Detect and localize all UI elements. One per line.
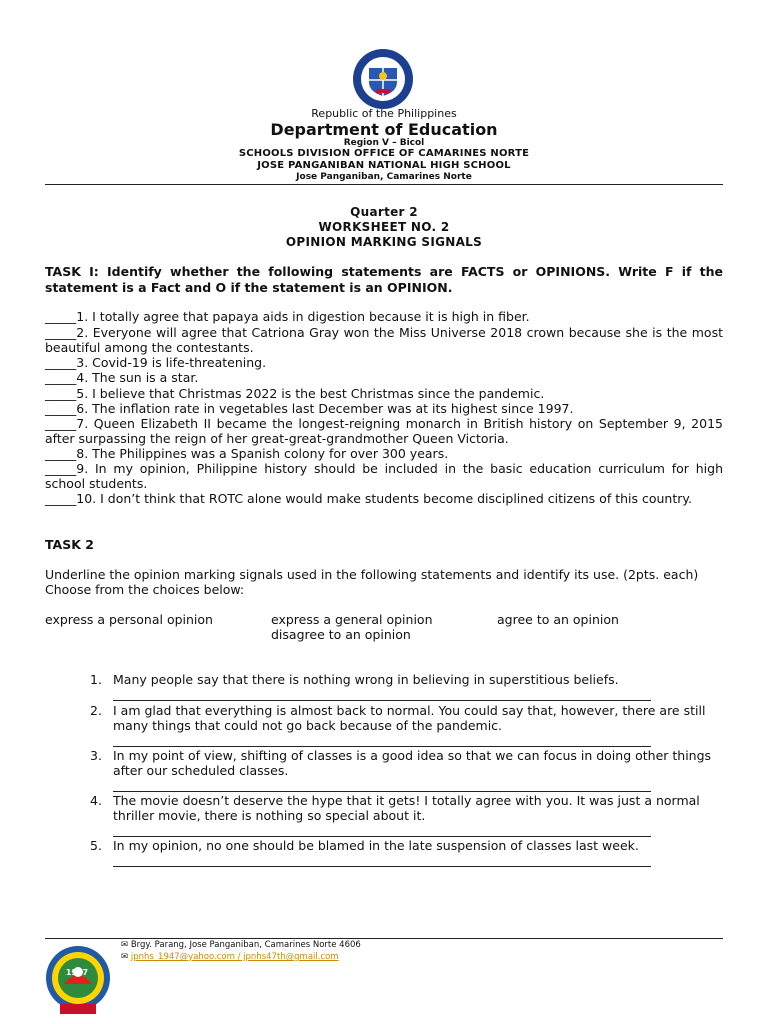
item-number: 3. bbox=[90, 748, 102, 763]
deped-seal-logo bbox=[343, 48, 423, 110]
envelope-icon: ✉ bbox=[121, 940, 129, 950]
header-divider bbox=[45, 184, 723, 185]
mail-icon: ✉ bbox=[121, 952, 129, 962]
answer-line[interactable] bbox=[113, 836, 651, 837]
task1-item-10: _____10. I don’t think that ROTC alone would make students become disciplined citizens of this country. bbox=[45, 491, 692, 506]
task1-item-8: _____8. The Philippines was a Spanish colony for over 300 years. bbox=[45, 446, 449, 461]
item-number: 2. bbox=[90, 703, 102, 718]
task1-item-7: _____7. Queen Elizabeth II became the longest-reigning monarch in British history on September 9, 2015 after surpassing the reign of her great-great-grandmother Queen Victoria. bbox=[45, 416, 723, 447]
quarter-title: Quarter 2 bbox=[350, 205, 418, 219]
choice-personal-opinion: express a personal opinion bbox=[45, 612, 213, 627]
answer-line[interactable] bbox=[113, 791, 651, 792]
region-line: Region V – Bicol bbox=[343, 138, 425, 148]
task1-item-1: _____1. I totally agree that papaya aids in digestion because it is high in fiber. bbox=[45, 309, 530, 324]
school-seal-logo bbox=[40, 944, 116, 1016]
footer-address bbox=[121, 940, 361, 950]
task2-item-5 bbox=[90, 838, 722, 868]
item-text: I am glad that everything is almost back to normal. You could say that, however, there are still many things that could not go back because of the pandemic. bbox=[113, 703, 706, 734]
footer-email bbox=[121, 952, 339, 962]
choice-disagree-opinion: disagree to an opinion bbox=[271, 627, 411, 642]
item-text: The movie doesn’t deserve the hype that it gets! I totally agree with you. It was just a normal thriller movie, there is nothing so special about it. bbox=[113, 793, 700, 824]
republic-line: Republic of the Philippines bbox=[311, 107, 457, 120]
item-text: Many people say that there is nothing wrong in believing in superstitious beliefs. bbox=[113, 672, 619, 687]
task2-item-2 bbox=[90, 703, 722, 748]
footer-email-link[interactable]: jpnhs_1947@yahoo.com / jpnhs47th@gmail.com bbox=[130, 952, 339, 962]
worksheet-title: WORKSHEET NO. 2 bbox=[318, 220, 450, 234]
task2-heading: TASK 2 bbox=[45, 537, 94, 552]
task1-item-4: _____4. The sun is a star. bbox=[45, 370, 199, 385]
footer-address-text: Brgy. Parang, Jose Panganiban, Camarines Norte 4606 bbox=[130, 940, 361, 950]
topic-title: OPINION MARKING SIGNALS bbox=[285, 235, 483, 249]
school-name: JOSE PANGANIBAN NATIONAL HIGH SCHOOL bbox=[257, 160, 511, 171]
task2-item-1 bbox=[90, 672, 722, 702]
school-address: Jose Panganiban, Camarines Norte bbox=[296, 172, 472, 182]
task2-item-4 bbox=[90, 793, 722, 838]
task1-item-9: _____9. In my opinion, Philippine history should be included in the basic education curriculum for high school students. bbox=[45, 461, 723, 492]
answer-line[interactable] bbox=[113, 700, 651, 701]
department-name: Department of Education bbox=[270, 120, 498, 139]
item-number: 4. bbox=[90, 793, 102, 808]
task1-item-5: _____5. I believe that Christmas 2022 is the best Christmas since the pandemic. bbox=[45, 386, 545, 401]
choice-agree-opinion: agree to an opinion bbox=[497, 612, 619, 627]
seal-year: 1947 bbox=[65, 968, 89, 977]
task1-item-6: _____6. The inflation rate in vegetables last December was at its highest since 1997. bbox=[45, 401, 574, 416]
division-line: SCHOOLS DIVISION OFFICE OF CAMARINES NORTE bbox=[238, 148, 530, 159]
item-number: 1. bbox=[90, 672, 102, 687]
task2-instruction: Underline the opinion marking signals used in the following statements and identify its use. (2pts. each) Choose from the choices below: bbox=[45, 567, 699, 598]
task1-instruction: TASK I: Identify whether the following statements are FACTS or OPINIONS. Write F if the statement is a Fact and O if the statement is an OPINION. bbox=[45, 264, 723, 295]
item-text: In my opinion, no one should be blamed in the late suspension of classes last week. bbox=[113, 838, 639, 853]
task1-item-3: _____3. Covid-19 is life-threatening. bbox=[45, 355, 267, 370]
answer-line[interactable] bbox=[113, 746, 651, 747]
task1-item-2: _____2. Everyone will agree that Catriona Gray won the Miss Universe 2018 crown because she is the most beautiful among the contestants. bbox=[45, 325, 723, 356]
task2-item-3 bbox=[90, 748, 722, 793]
footer-divider bbox=[45, 938, 723, 939]
item-number: 5. bbox=[90, 838, 102, 853]
answer-line[interactable] bbox=[113, 866, 651, 867]
item-text: In my point of view, shifting of classes is a good idea so that we can focus in doing other things after our scheduled classes. bbox=[113, 748, 712, 779]
choice-general-opinion: express a general opinion bbox=[271, 612, 433, 627]
